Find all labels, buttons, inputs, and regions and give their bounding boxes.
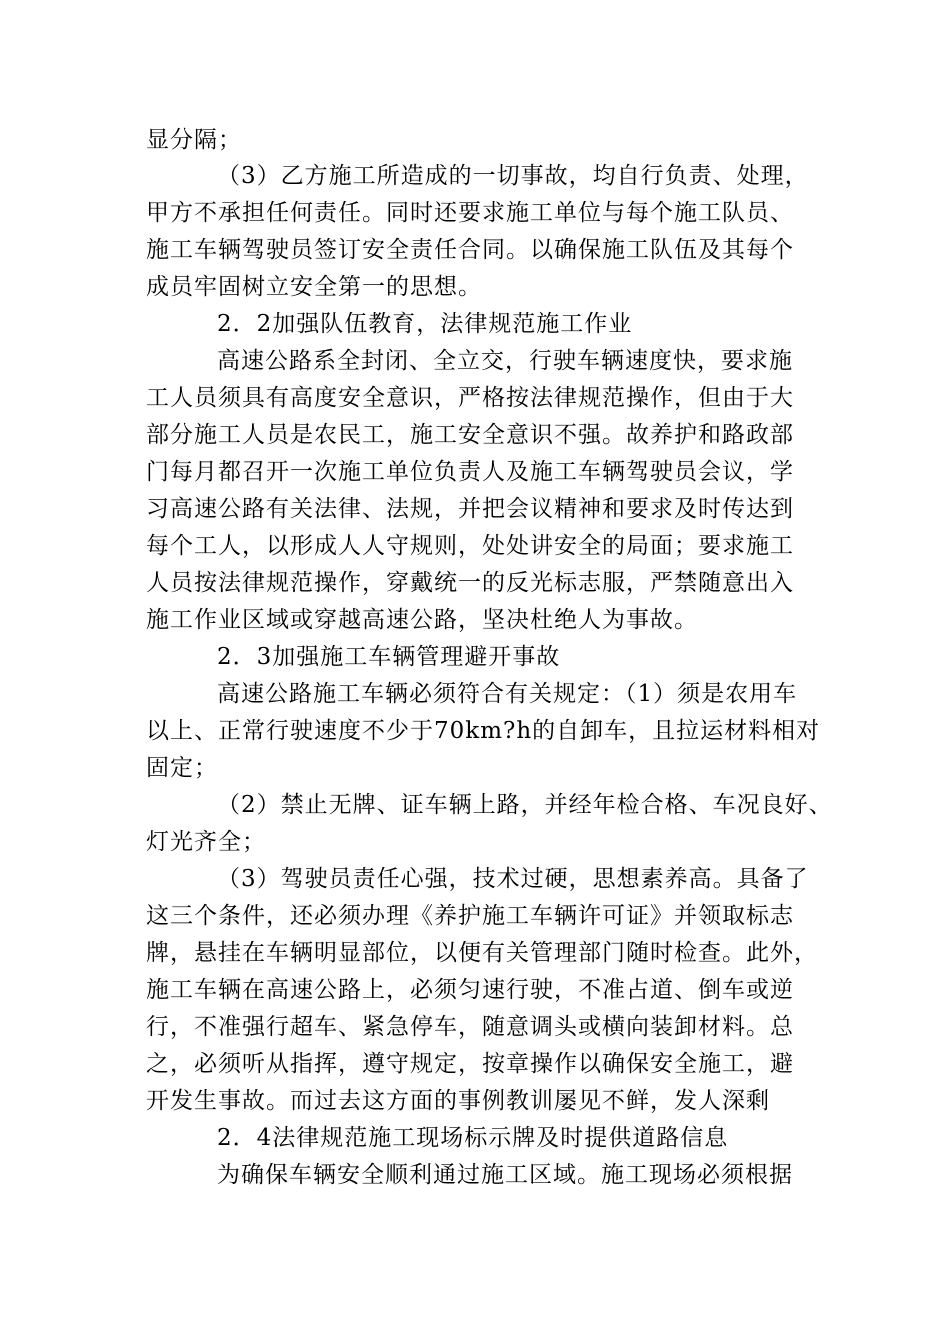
text-line: 工人员须具有高度安全意识，严格按法律规范操作，但由于大 [146,385,794,411]
text-line: 甲方不承担任何责任。同时还要求施工单位与每个施工队员、 [146,200,794,226]
text-line: 人员按法律规范操作，穿戴统一的反光标志服，严禁随意出入 [146,570,794,596]
text-line: 灯光齐全； [146,829,266,855]
text-line: 施工车辆在高速公路上，必须匀速行驶，不准占道、倒车或逆 [146,977,794,1003]
text-line: 行，不准强行超车、紧急停车，随意调头或横向装卸材料。总 [146,1014,794,1040]
text-line: （3）乙方施工所造成的一切事故，均自行负责、处理， [217,163,809,189]
text-line: 之，必须听从指挥，遵守规定，按章操作以确保安全施工，避 [146,1051,794,1077]
text-line: 牌，悬挂在车辆明显部位，以便有关管理部门随时检查。此外， [146,940,818,966]
text-line: 部分施工人员是农民工，施工安全意识不强。故养护和路政部 [146,422,794,448]
section-heading: 2．2加强队伍教育，法律规范施工作业 [217,311,633,337]
text-line: 门每月都召开一次施工单位负责人及施工车辆驾驶员会议，学 [146,459,794,485]
text-line: 开发生事故。而过去这方面的事例教训屡见不鲜，发人深剩 [146,1088,770,1114]
text-line: （2）禁止无牌、证车辆上路，并经年检合格、车况良好、 [217,792,833,818]
text-line: 高速公路系全封闭、全立交，行驶车辆速度快，要求施 [217,348,793,374]
section-heading: 2．4法律规范施工现场标示牌及时提供道路信息 [217,1125,729,1151]
text-line: 习高速公路有关法律、法规，并把会议精神和要求及时传达到 [146,496,794,522]
section-heading: 2．3加强施工车辆管理避开事故 [217,644,561,670]
text-line: 施工作业区域或穿越高速公路，坚决杜绝人为事故。 [146,607,698,633]
text-line: 施工车辆驾驶员签订安全责任合同。以确保施工队伍及其每个 [146,237,794,263]
text-line: 固定； [146,755,218,781]
text-line: （3）驾驶员责任心强，技术过硬，思想素养高。具备了 [217,866,809,892]
text-line: 以上、正常行驶速度不少于70km?h的自卸车，且拉运材料相对 [146,718,821,744]
text-line: 成员牢固树立安全第一的思想。 [146,274,482,300]
text-line: 高速公路施工车辆必须符合有关规定：（1）须是农用车 [217,681,798,707]
text-line: 为确保车辆安全顺利通过施工区域。施工现场必须根据 [217,1162,793,1188]
text-line: 显分隔； [146,127,242,153]
text-line: 这三个条件，还必须办理《养护施工车辆许可证》并领取标志 [146,903,794,929]
text-line: 每个工人，以形成人人守规则，处处讲安全的局面；要求施工 [146,533,794,559]
